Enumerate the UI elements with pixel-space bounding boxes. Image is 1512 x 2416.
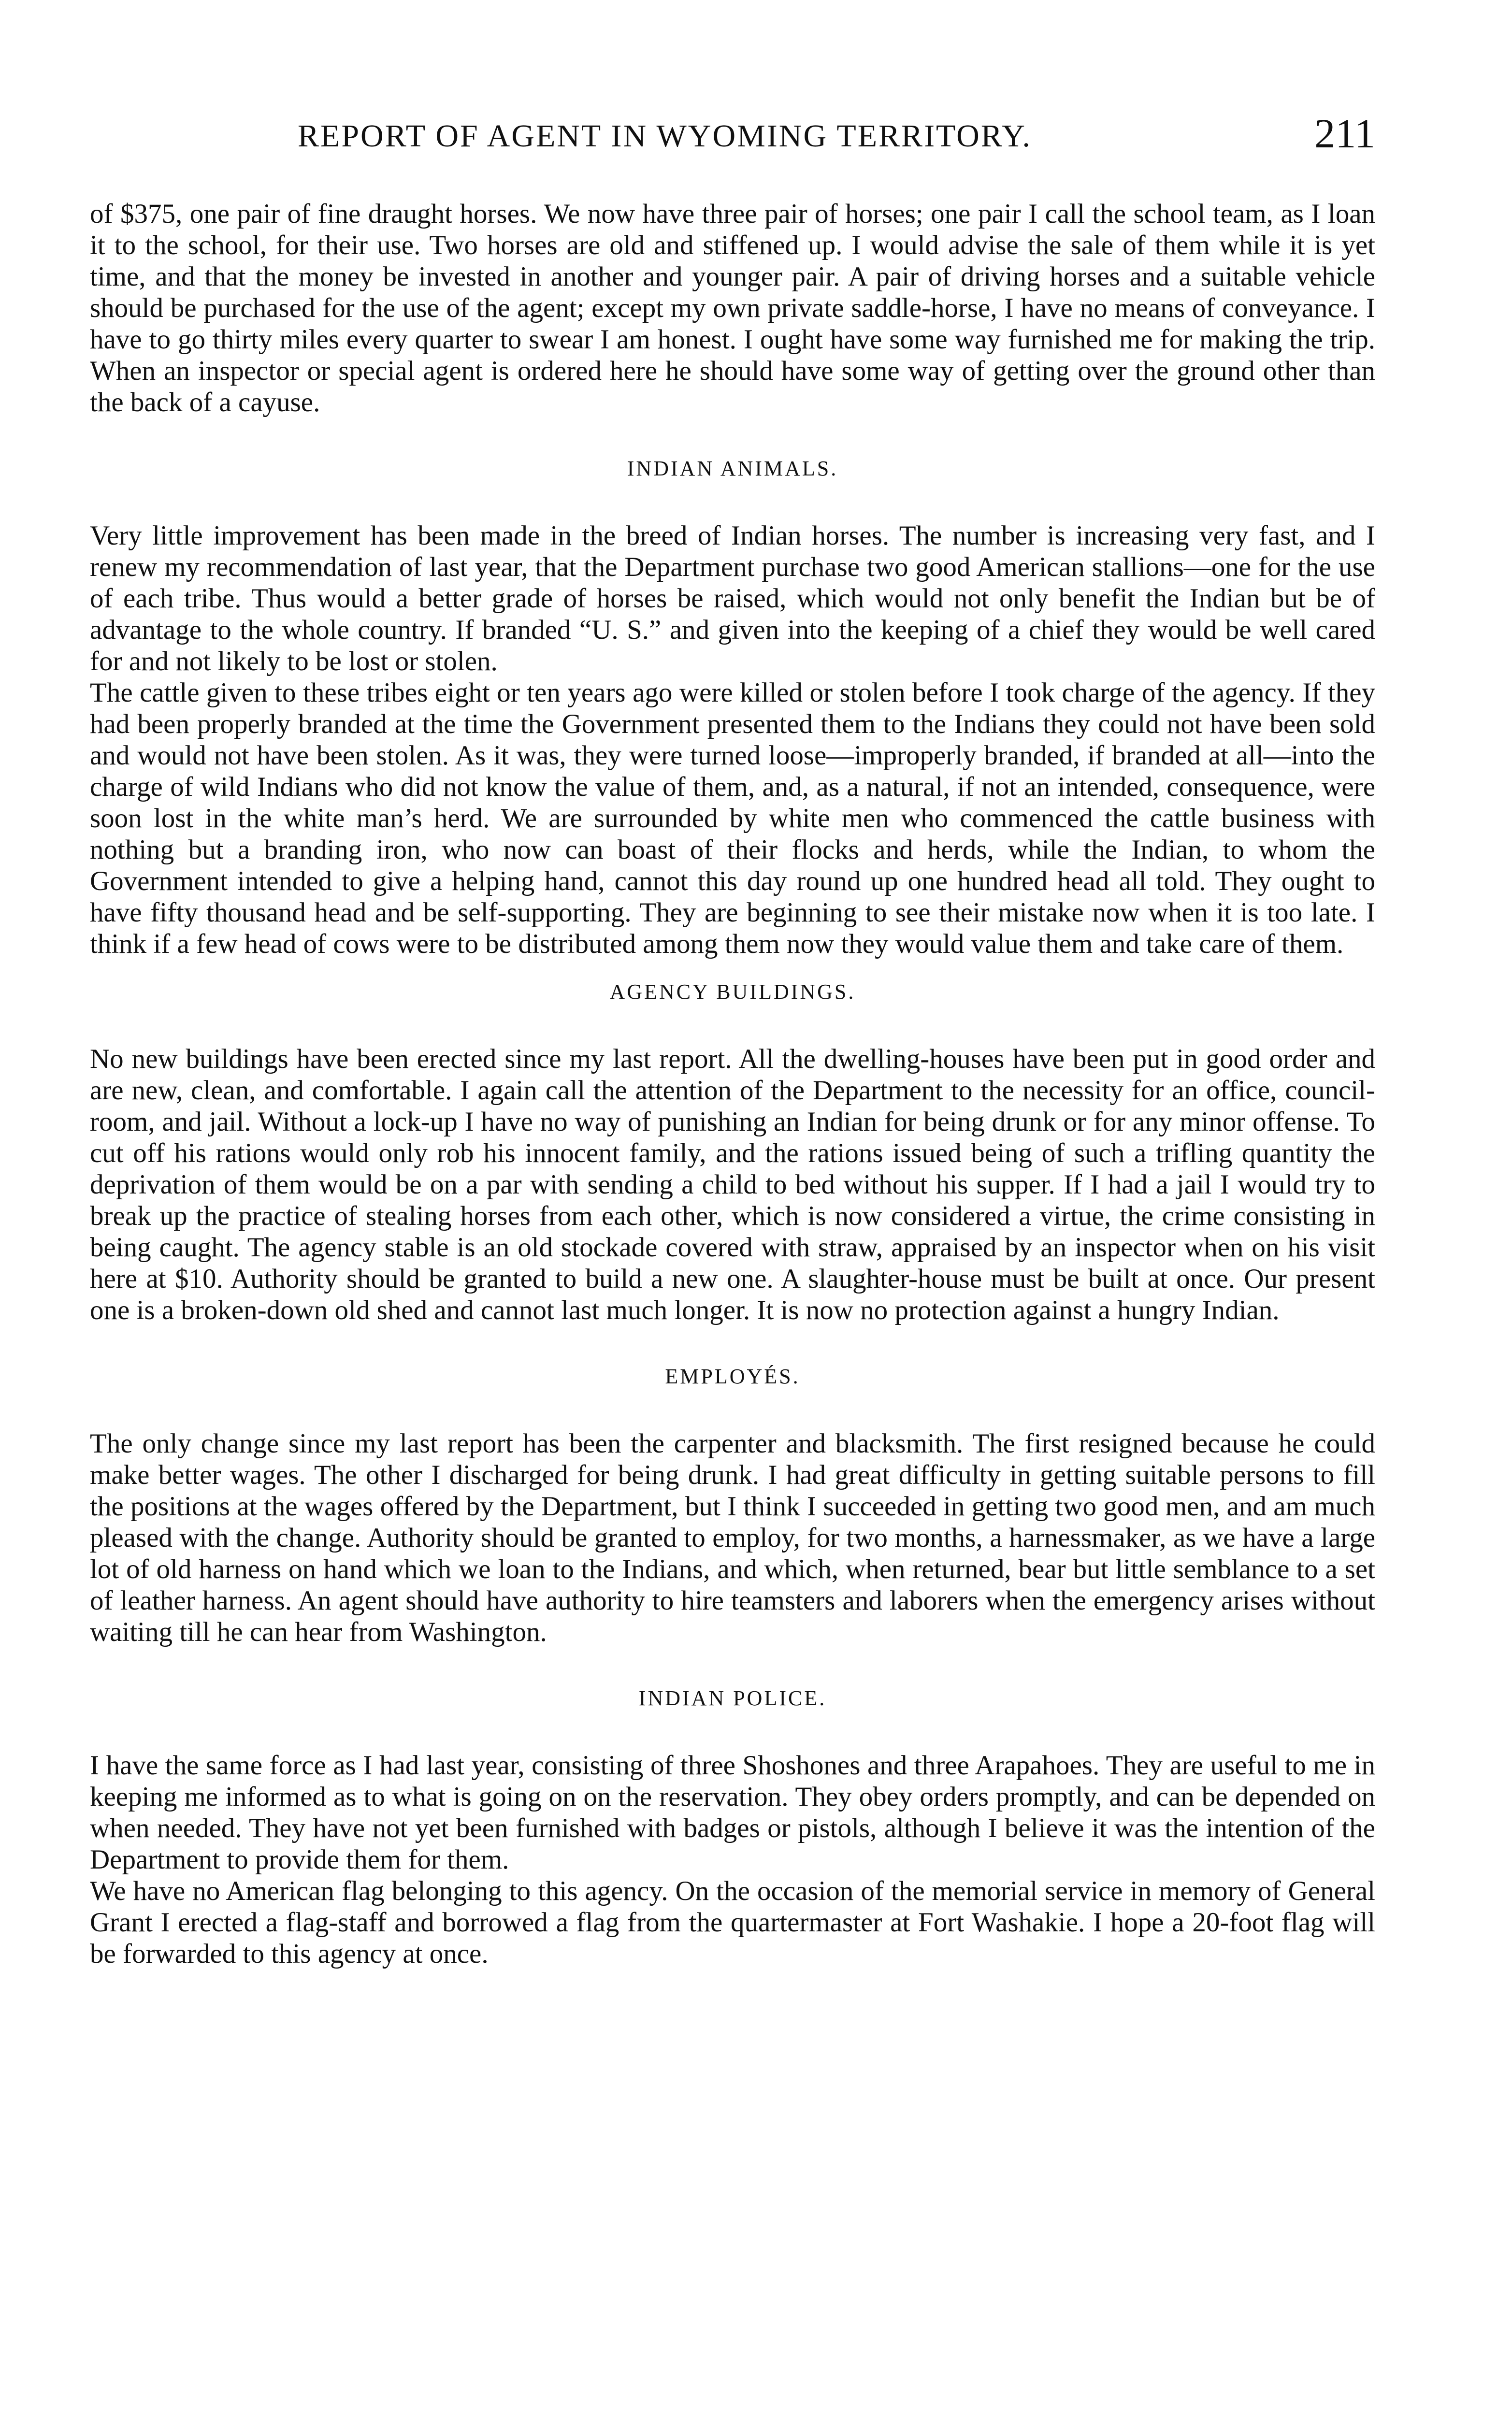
heading-indian-police: INDIAN POLICE. [638, 1686, 827, 1710]
body-text [90, 198, 1375, 1970]
paragraph-indian-animals-2: The cattle given to these tribes eight or ten years ago were killed or stolen before I took charge of the agency. If they had been properly branded at the time the Government presented them to the Indians they could not have been sold and would not have been stolen. As it was, they were turned loose—improperly branded, if branded at all—into the charge of wild Indians who did not know the value of them, and, as a natural, if not an intended, consequence, were soon lost in the white man’s herd. We are surrounded by white men who commenced the cattle business with nothing but a branding iron, who now can boast of their flocks and herds, while the Indian, to whom the Government intended to give a helping hand, cannot this day round up one hundred head all told. They ought to have fifty thousand head and be self-supporting. They are beginning to see their mistake now when it is too late. I think if a few head of cows were to be distributed among them now they would value them and take care of them. [90, 677, 1375, 959]
heading-employes: EMPLOYÉS. [665, 1365, 800, 1388]
running-head: REPORT OF AGENT IN WYOMING TERRITORY. [298, 118, 1032, 154]
paragraph-agency-buildings-1: No new buildings have been erected since my last report. All the dwelling-houses have been put in good order and are new, clean, and comfortable. I again call the attention of the Department to the necessity for an office, council-room, and jail. Without a lock-up I have no way of punishing an Indian for being drunk or for any minor offense. To cut off his rations would only rob his innocent family, and the rations issued being of such a trifling quantity the deprivation of them would be on a par with sending a child to bed without his supper. If I had a jail I would try to break up the practice of stealing horses from each other, which is now considered a virtue, the crime consisting in being caught. The agency stable is an old stockade covered with straw, appraised by an inspector when on his visit here at $10. Authority should be granted to build a new one. A slaughter-house must be built at once. Our present one is a broken-down old shed and cannot last much longer. It is now no protection against a hungry Indian. [90, 1044, 1375, 1325]
heading-agency-buildings: AGENCY BUILDINGS. [609, 980, 856, 1004]
page-header [90, 109, 1375, 162]
paragraph-indian-police-1: I have the same force as I had last year, consisting of three Shoshones and three Arapahoes. They are useful to me in keeping me informed as to what is going on on the reservation. They obey orders promptly, and can be depended on when needed. They have not yet been furnished with badges or pistols, although I believe it was the intention of the Department to provide them for them. [90, 1750, 1375, 1875]
paragraph-indian-police-2: We have no American flag belonging to this agency. On the occasion of the memorial service in memory of General Grant I erected a flag-staff and borrowed a flag from the quartermaster at Fort Washakie. I hope a 20-foot flag will be forwarded to this agency at once. [90, 1876, 1375, 1969]
paragraph-intro: of $375, one pair of fine draught horses. We now have three pair of horses; one pair I call the school team, as I loan it to the school, for their use. Two horses are old and stiffened up. I would advise the sale of them while it is yet time, and that the money be invested in another and younger pair. A pair of driving horses and a suitable vehicle should be purchased for the use of the agent; except my own private saddle-horse, I have no means of conveyance. I have to go thirty miles every quarter to swear I am honest. I ought have some way furnished me for making the trip. When an inspector or special agent is ordered here he should have some way of getting over the ground other than the back of a cayuse. [90, 199, 1375, 417]
paragraph-indian-animals-1: Very little improvement has been made in the breed of Indian horses. The number is increasing very fast, and I renew my recommendation of last year, that the Department purchase two good American stallions—one for the use of each tribe. Thus would a better grade of horses be raised, which would not only benefit the Indian but be of advantage to the whole country. If branded “U. S.” and given into the keeping of a chief they would be well cared for and not likely to be lost or stolen. [90, 520, 1375, 676]
heading-indian-animals: INDIAN ANIMALS. [627, 457, 838, 480]
paragraph-employes-1: The only change since my last report has been the carpenter and blacksmith. The first resigned because he could make better wages. The other I discharged for being drunk. I had great difficulty in getting suitable persons to fill the positions at the wages offered by the Department, but I think I succeeded in getting two good men, and am much pleased with the change. Authority should be granted to employ, for two months, a harnessmaker, as we have a large lot of old harness on hand which we loan to the Indians, and which, when returned, bear but little semblance to a set of leather harness. An agent should have authority to hire teamsters and laborers when the emergency arises without waiting till he can hear from Washington. [90, 1428, 1375, 1647]
page-number: 211 [1314, 110, 1375, 157]
